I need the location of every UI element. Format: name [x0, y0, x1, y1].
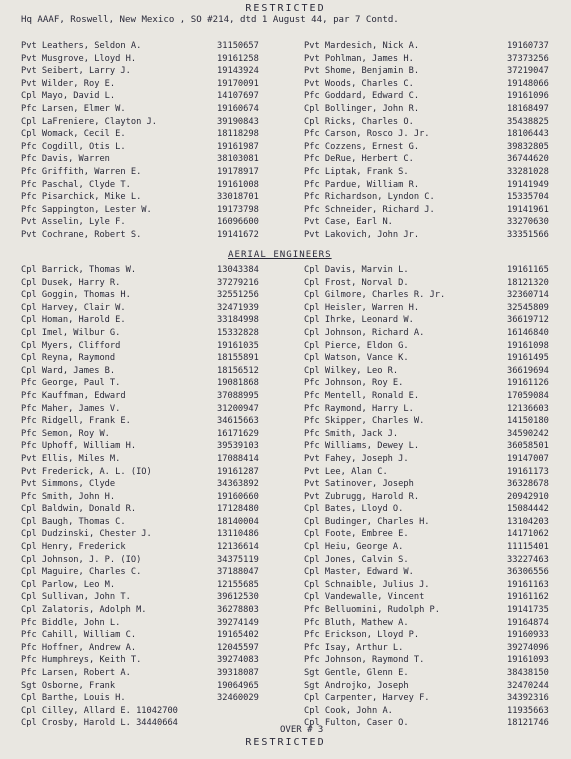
name-left: Pfc Cogdill, Otis L. [21, 141, 126, 152]
roster-row [21, 78, 564, 91]
serial-right: 19161098 [507, 340, 549, 351]
roster-row [21, 128, 564, 141]
serial-right: 18168497 [507, 103, 549, 114]
name-right: Pfc Isay, Arthur L. [304, 642, 404, 653]
name-right: Cpl Carpenter, Harvey F. [304, 693, 430, 704]
name-right: Pfc Mentell, Ronald E. [304, 390, 420, 401]
name-right: Cpl Budinger, Charles H. [304, 516, 430, 527]
serial-left: 13043384 [217, 265, 259, 275]
roster-row [21, 604, 564, 617]
roster-row [21, 680, 564, 693]
roster-row [21, 327, 564, 340]
name-left: Pfc Cahill, William C. [21, 630, 137, 641]
serial-left: 31200947 [217, 403, 259, 414]
roster-row [21, 90, 564, 103]
name-right: Cpl Master, Edward W. [304, 567, 414, 578]
serial-right: 36058501 [507, 441, 549, 452]
name-right: Cpl Bollinger, John R. [304, 103, 420, 114]
serial-left: 16171629 [217, 428, 259, 439]
roster-row [21, 705, 564, 718]
serial-left: 15332828 [217, 327, 259, 338]
roster-row [21, 103, 564, 116]
serial-left: 18155891 [217, 353, 259, 364]
name-left: Cpl Barrick, Thomas W. [21, 265, 137, 275]
roster-row [21, 667, 564, 680]
roster-row [21, 377, 564, 390]
serial-right: 19161163 [507, 579, 549, 590]
serial-left: 19161987 [217, 141, 259, 152]
serial-right: 16146840 [507, 327, 549, 338]
serial-left: 37188047 [217, 567, 259, 578]
name-left: Pvt Leathers, Seldon A. [21, 41, 142, 51]
name-right: Pfc Richardson, Lyndon C. [304, 192, 435, 203]
serial-left: 13110486 [217, 529, 259, 540]
roster-row [21, 179, 564, 192]
roster-row [21, 229, 564, 242]
name-left: Pvt Cochrane, Robert S. [21, 229, 142, 240]
roster-row [21, 642, 564, 655]
name-left: Pvt Asselin, Lyle F. [21, 217, 126, 228]
name-right: Cpl Pierce, Eldon G. [304, 340, 409, 351]
serial-left: 19160674 [217, 103, 259, 114]
serial-left: 17088414 [217, 453, 259, 464]
roster-row [21, 390, 564, 403]
serial-right: 33351566 [507, 229, 549, 240]
name-left: Pvt Wilder, Roy E. [21, 78, 116, 89]
roster-row [21, 277, 564, 290]
roster-row [21, 579, 564, 592]
serial-right: 17059084 [507, 390, 549, 401]
name-right: Cpl Watson, Vance K. [304, 353, 409, 364]
name-right: Pvt Lakovich, John Jr. [304, 229, 420, 240]
serial-right: 37219047 [507, 66, 549, 77]
roster-row [21, 314, 564, 327]
serial-left: 19170091 [217, 78, 259, 89]
serial-left: 33018701 [217, 192, 259, 203]
serial-left: 39539103 [217, 441, 259, 452]
name-left: Pfc Ridgell, Frank E. [21, 416, 131, 427]
roster-row [21, 40, 564, 53]
name-left: Pfc Larsen, Robert A. [21, 668, 131, 678]
serial-left: 19161287 [217, 466, 259, 477]
name-right: Cpl Vandewalle, Vincent [304, 592, 425, 603]
name-right: Pvt Woods, Charles C. [304, 78, 414, 89]
serial-right: 20942910 [507, 491, 549, 502]
classification-header: RESTRICTED [245, 3, 326, 14]
serial-right: 13104203 [507, 516, 549, 527]
serial-right: 36744620 [507, 154, 549, 165]
name-left: Pfc Paschal, Clyde T. [21, 179, 131, 190]
name-right: Cpl Frost, Norval D. [304, 277, 409, 288]
name-left: Pvt Ellis, Miles M. [21, 453, 121, 464]
serial-right: 19141735 [507, 605, 549, 616]
roster-row [21, 53, 564, 66]
name-right: Cpl Gilmore, Charles R. Jr. [304, 290, 446, 301]
serial-right: 35438825 [507, 116, 549, 127]
name-left: Cpl Homan, Harold E. [21, 315, 126, 326]
order-reference: Hq AAAF, Roswell, New Mexico , SO #214, dtd 1 August 44, par 7 Contd. [21, 15, 399, 25]
roster-row [21, 503, 564, 516]
serial-left: 16096600 [217, 217, 259, 228]
name-right: Cpl Cook, John A. [304, 705, 393, 716]
serial-left: 19081868 [217, 378, 259, 389]
serial-left: 37279216 [217, 277, 259, 288]
serial-left: 12155685 [217, 579, 259, 590]
roster-row [21, 516, 564, 529]
roster-row [21, 692, 564, 705]
name-left: Cpl Baugh, Thomas C. [21, 516, 126, 527]
roster-row [21, 216, 564, 229]
serial-left: 18140004 [217, 516, 259, 527]
name-right: Cpl Wilkey, Leo R. [304, 365, 399, 376]
serial-left: 39190843 [217, 116, 259, 127]
roster-row [21, 403, 564, 416]
roster-row [21, 352, 564, 365]
name-left: Pfc Biddle, John L. [21, 617, 121, 628]
name-right: Cpl Fulton, Caser O. [304, 718, 409, 729]
roster-row [21, 302, 564, 315]
roster-row [21, 466, 564, 479]
serial-right: 34590242 [507, 428, 549, 439]
name-left: Cpl Myers, Clifford [21, 340, 121, 351]
serial-right: 39832805 [507, 141, 549, 152]
name-right: Pfc Carson, Rosco J. Jr. [304, 129, 430, 140]
name-left: Pfc Larsen, Elmer W. [21, 103, 126, 114]
serial-right: 32360714 [507, 290, 549, 301]
serial-left: 39274149 [217, 617, 259, 628]
name-left: Pfc Humphreys, Keith T. [21, 655, 142, 666]
name-left: Cpl Dusek, Harry R. [21, 277, 121, 288]
name-right: Pvt Pohlman, James H. [304, 53, 414, 64]
name-right: Pvt Case, Earl N. [304, 217, 393, 228]
serial-left: 19141672 [217, 229, 259, 240]
name-left: Pfc Semon, Roy W. [21, 428, 110, 439]
serial-right: 19161096 [507, 91, 549, 102]
serial-right: 19161173 [507, 466, 549, 477]
serial-right: 36328678 [507, 479, 549, 490]
serial-left: 32471939 [217, 302, 259, 313]
roster-row [21, 340, 564, 353]
name-left: Pvt Frederick, A. L. (IO) [21, 466, 152, 477]
name-right: Pfc Pardue, William R. [304, 179, 420, 190]
serial-left: 38103081 [217, 154, 259, 165]
serial-right: 19161495 [507, 353, 549, 364]
name-left: Cpl Reyna, Raymond [21, 353, 116, 364]
serial-left: 19064965 [217, 680, 259, 691]
roster-row [21, 191, 564, 204]
roster-row [21, 566, 564, 579]
roster-row [21, 491, 564, 504]
roster-row [21, 204, 564, 217]
serial-right: 19161093 [507, 655, 549, 666]
name-right: Pfc Johnson, Raymond T. [304, 655, 425, 666]
serial-left: 18156512 [217, 365, 259, 376]
name-right: Pvt Mardesich, Nick A. [304, 41, 420, 51]
name-right: Pvt Shome, Benjamin B. [304, 66, 420, 77]
name-left: Cpl Barthe, Louis H. [21, 693, 126, 704]
name-left: Cpl Harvey, Clair W. [21, 302, 126, 313]
serial-left: 19143924 [217, 66, 259, 77]
serial-right: 15335704 [507, 192, 549, 203]
serial-left: 34615663 [217, 416, 259, 427]
serial-right: 36306556 [507, 567, 549, 578]
name-right: Cpl Bates, Lloyd O. [304, 504, 404, 515]
name-right: Pfc Belluomini, Rudolph P. [304, 605, 440, 616]
name-left: Cpl Womack, Cecil E. [21, 129, 126, 140]
name-left: Cpl Johnson, J. P. (IO) [21, 554, 142, 565]
roster-row [21, 141, 564, 154]
name-right: Pvt Fahey, Joseph J. [304, 453, 409, 464]
serial-left: 39274083 [217, 655, 259, 666]
name-right: Cpl Ricks, Charles O. [304, 116, 414, 127]
serial-left: 39612530 [217, 592, 259, 603]
name-left: Pfc Pisarchick, Mike L. [21, 192, 142, 203]
serial-right: 37373256 [507, 53, 549, 64]
section-title: AERIAL ENGINEERS [228, 250, 332, 260]
serial-right: 39274096 [507, 642, 549, 653]
roster-row [21, 415, 564, 428]
serial-right: 19141961 [507, 204, 549, 215]
serial-left: 34363892 [217, 479, 259, 490]
name-right: Pfc Skipper, Charles W. [304, 416, 425, 427]
serial-left: 12045597 [217, 642, 259, 653]
serial-right: 18121320 [507, 277, 549, 288]
name-left: Cpl Dudzinski, Chester J. [21, 529, 152, 540]
name-left: Sgt Osborne, Frank [21, 680, 116, 691]
name-left: Cpl Ward, James B. [21, 365, 116, 376]
personnel-list-aerial-engineers [21, 264, 564, 730]
serial-left: 32460029 [217, 693, 259, 704]
name-left: Cpl Sullivan, John T. [21, 592, 131, 603]
serial-right: 18121746 [507, 718, 549, 729]
serial-right: 34392316 [507, 693, 549, 704]
roster-row [21, 264, 564, 277]
name-left: Cpl Maguire, Charles C. [21, 567, 142, 578]
roster-row [21, 617, 564, 630]
name-right: Cpl Foote, Embree E. [304, 529, 409, 540]
roster-row [21, 478, 564, 491]
personnel-list-general [21, 40, 564, 242]
roster-row [21, 629, 564, 642]
name-left: Pvt Seibert, Larry J. [21, 66, 131, 77]
serial-left: 33184998 [217, 315, 259, 326]
roster-row [21, 528, 564, 541]
serial-left: 37088995 [217, 390, 259, 401]
serial-left: 19173798 [217, 204, 259, 215]
serial-left: 19161008 [217, 179, 259, 190]
name-left: Pfc Griffith, Warren E. [21, 166, 142, 177]
name-right: Cpl Jones, Calvin S. [304, 554, 409, 565]
name-right: Pfc Goddard, Edward C. [304, 91, 420, 102]
name-right: Pfc Erickson, Lloyd P. [304, 630, 420, 641]
name-left: Pvt Musgrove, Lloyd H. [21, 53, 137, 64]
roster-row [21, 166, 564, 179]
roster-row [21, 591, 564, 604]
serial-right: 19147007 [507, 453, 549, 464]
name-right: Pfc Johnson, Roy E. [304, 378, 404, 389]
name-left: Cpl Goggin, Thomas H. [21, 290, 131, 301]
name-right: Pfc Cozzens, Ernest G. [304, 141, 420, 152]
serial-left: 19165402 [217, 630, 259, 641]
name-left: Cpl Parlow, Leo M. [21, 579, 116, 590]
roster-row [21, 65, 564, 78]
serial-right: 18106443 [507, 129, 549, 140]
name-left: Pvt Simmons, Clyde [21, 479, 116, 490]
roster-row [21, 153, 564, 166]
serial-right: 32470244 [507, 680, 549, 691]
name-right: Cpl Heiu, George A. [304, 542, 404, 553]
serial-left: 39318087 [217, 668, 259, 678]
serial-right: 12136603 [507, 403, 549, 414]
serial-left: 19161258 [217, 53, 259, 64]
name-right: Cpl Heisler, Warren H. [304, 302, 420, 313]
serial-right: 19148066 [507, 78, 549, 89]
name-right: Pvt Zubrugg, Harold R. [304, 491, 420, 502]
serial-left: 31150657 [217, 41, 259, 51]
classification-footer: RESTRICTED [245, 737, 326, 748]
serial-left: 32551256 [217, 290, 259, 301]
name-left: Pfc Hoffner, Andrew A. [21, 642, 137, 653]
roster-row [21, 554, 564, 567]
serial-left: 19161035 [217, 340, 259, 351]
serial-left: 36278803 [217, 605, 259, 616]
serial-right: 19161162 [507, 592, 549, 603]
serial-left: 34375119 [217, 554, 259, 565]
serial-right: 11935663 [507, 705, 549, 716]
name-right: Pfc Raymond, Harry L. [304, 403, 414, 414]
serial-left: 17128480 [217, 504, 259, 515]
name-right: Pfc DeRue, Herbert C. [304, 154, 414, 165]
name-left: Pfc Maher, James V. [21, 403, 121, 414]
serial-right: 11115401 [507, 542, 549, 553]
serial-right: 19161126 [507, 378, 549, 389]
page-continuation-note: OVER # 3 [280, 725, 324, 735]
name-left: Pfc George, Paul T. [21, 378, 121, 389]
serial-right: 14171062 [507, 529, 549, 540]
name-right: Pfc Liptak, Frank S. [304, 166, 409, 177]
serial-right: 33281028 [507, 166, 549, 177]
serial-right: 19141949 [507, 179, 549, 190]
serial-left: 19160660 [217, 491, 259, 502]
name-right: Cpl Ihrke, Leonard W. [304, 315, 414, 326]
roster-row [21, 453, 564, 466]
name-right: Pvt Lee, Alan C. [304, 466, 388, 477]
roster-row [21, 428, 564, 441]
serial-right: 36619712 [507, 315, 549, 326]
name-left: Pfc Kauffman, Edward [21, 390, 126, 401]
name-left: Pfc Uphoff, William H. [21, 441, 137, 452]
name-left: Cpl LaFreniere, Clayton J. [21, 116, 157, 127]
serial-right: 38438150 [507, 668, 549, 678]
name-right: Sgt Androjko, Joseph [304, 680, 409, 691]
roster-row [21, 541, 564, 554]
serial-left: 14107697 [217, 91, 259, 102]
roster-row [21, 440, 564, 453]
serial-right: 33227463 [507, 554, 549, 565]
serial-right: 19161165 [507, 265, 549, 275]
name-right: Cpl Davis, Marvin L. [304, 265, 409, 275]
serial-right: 14150180 [507, 416, 549, 427]
roster-row [21, 654, 564, 667]
roster-row [21, 289, 564, 302]
name-left: Cpl Cilley, Allard E. 11042700 [21, 705, 178, 716]
name-left: Pfc Smith, John H. [21, 491, 116, 502]
name-right: Pfc Schneider, Richard J. [304, 204, 435, 215]
name-right: Cpl Johnson, Richard A. [304, 327, 425, 338]
serial-right: 19164874 [507, 617, 549, 628]
serial-left: 12136614 [217, 542, 259, 553]
name-right: Cpl Schnaible, Julius J. [304, 579, 430, 590]
name-left: Cpl Crosby, Harold L. 34440664 [21, 718, 178, 729]
name-left: Cpl Henry, Frederick [21, 542, 126, 553]
serial-right: 19160933 [507, 630, 549, 641]
name-right: Sgt Gentle, Glenn E. [304, 668, 409, 678]
roster-row [21, 116, 564, 129]
name-left: Cpl Mayo, David L. [21, 91, 116, 102]
name-left: Cpl Zalatoris, Adolph M. [21, 605, 147, 616]
name-right: Pfc Smith, Jack J. [304, 428, 399, 439]
serial-right: 33270630 [507, 217, 549, 228]
roster-row [21, 365, 564, 378]
name-left: Cpl Imel, Wilbur G. [21, 327, 121, 338]
name-right: Pfc Williams, Dewey L. [304, 441, 420, 452]
serial-right: 15084442 [507, 504, 549, 515]
serial-right: 36619694 [507, 365, 549, 376]
serial-right: 32545809 [507, 302, 549, 313]
name-left: Pfc Davis, Warren [21, 154, 110, 165]
serial-left: 18118298 [217, 129, 259, 140]
name-right: Pvt Satinover, Joseph [304, 479, 414, 490]
name-left: Cpl Baldwin, Donald R. [21, 504, 137, 515]
serial-left: 19178917 [217, 166, 259, 177]
serial-right: 19160737 [507, 41, 549, 51]
name-right: Pfc Bluth, Mathew A. [304, 617, 409, 628]
name-left: Pfc Sappington, Lester W. [21, 204, 152, 215]
